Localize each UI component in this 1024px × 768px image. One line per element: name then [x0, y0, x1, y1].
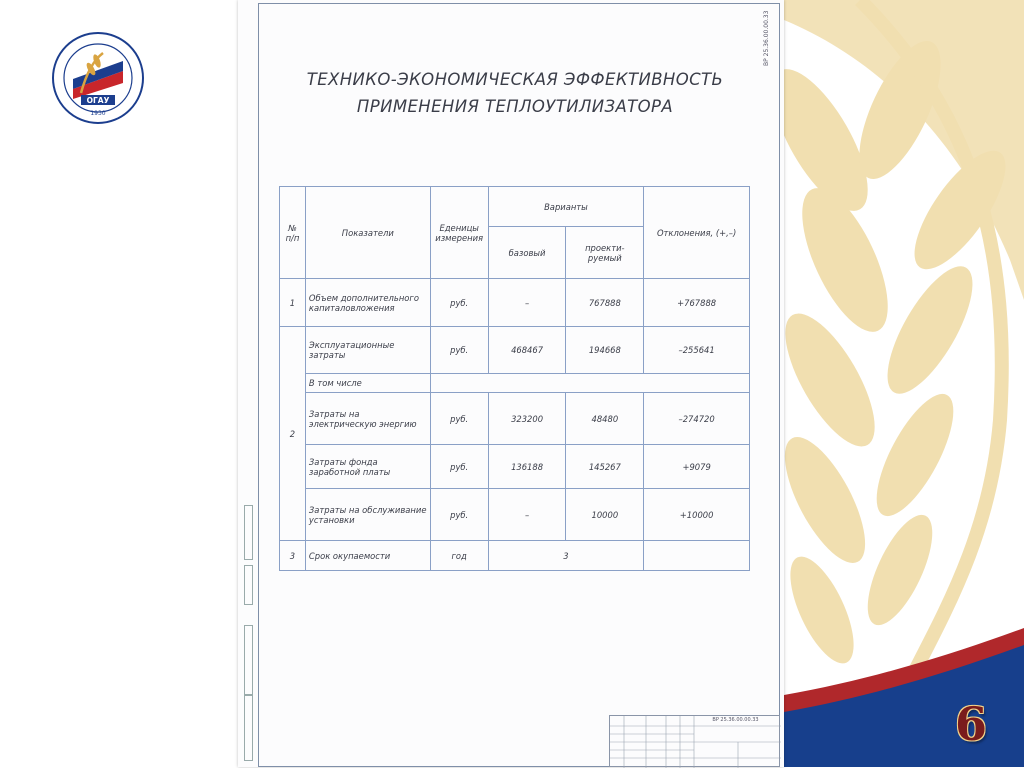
row1-name: Объем дополнительного капиталовложения	[305, 279, 430, 327]
table-row	[280, 374, 750, 393]
table-row	[280, 541, 750, 571]
row2-proj: 194668	[566, 327, 644, 374]
efficiency-table	[279, 186, 750, 571]
header-indicators: Показатели	[305, 187, 430, 279]
row2-name: Эксплуатационные затраты	[305, 327, 430, 374]
row2-base: 468467	[488, 327, 566, 374]
row2c-unit: руб.	[430, 489, 488, 541]
row3-value: 3	[488, 541, 644, 571]
page-number: 6	[955, 697, 988, 751]
row2-dev: –255641	[644, 327, 750, 374]
document-title-line1: ТЕХНИКО-ЭКОНОМИЧЕСКАЯ ЭФФЕКТИВНОСТЬ	[306, 70, 724, 89]
row2a-dev: –274720	[644, 393, 750, 445]
row3-unit: год	[430, 541, 488, 571]
row2c-proj: 10000	[566, 489, 644, 541]
row2a-name: Затраты на электрическую энергию	[305, 393, 430, 445]
row2a-base: 323200	[488, 393, 566, 445]
table-row	[280, 445, 750, 489]
header-variants: Варианты	[488, 187, 644, 227]
logo-year: 1930	[90, 110, 106, 117]
table-row	[280, 393, 750, 445]
row2b-base: 136188	[488, 445, 566, 489]
row1-unit: руб.	[430, 279, 488, 327]
title-block-code: ВР 25.36.00.00.33	[712, 717, 759, 723]
row2b-dev: +9079	[644, 445, 750, 489]
logo-abbreviation: ОГАУ	[86, 96, 110, 105]
row2a-unit: руб.	[430, 393, 488, 445]
row3-num: 3	[280, 541, 306, 571]
table-row	[280, 279, 750, 327]
row2c-name: Затраты на обслуживание установки	[305, 489, 430, 541]
row2b-name: Затраты фонда заработной платы	[305, 445, 430, 489]
row2-including-empty	[430, 374, 749, 393]
header-deviation: Отклонения, (+,–)	[644, 187, 750, 279]
header-num: № п/п	[280, 187, 306, 279]
table-row	[280, 489, 750, 541]
header-projected: проекти-руемый	[566, 227, 644, 279]
row2b-proj: 145267	[566, 445, 644, 489]
table-header-row	[280, 187, 750, 227]
row1-proj: 767888	[566, 279, 644, 327]
row1-base: –	[488, 279, 566, 327]
row2-including-label: В том числе	[305, 374, 430, 393]
row3-dev-empty	[644, 541, 750, 571]
row2a-proj: 48480	[566, 393, 644, 445]
sheet-side-strip	[240, 495, 256, 765]
table-row	[280, 327, 750, 374]
row2c-base: –	[488, 489, 566, 541]
header-base: базовый	[488, 227, 566, 279]
row2c-dev: +10000	[644, 489, 750, 541]
document-code-vertical: ВР 25.36.00.00.33	[763, 10, 770, 66]
row2-num: 2	[280, 327, 306, 541]
row2b-unit: руб.	[430, 445, 488, 489]
row3-name: Срок окупаемости	[305, 541, 430, 571]
row1-num: 1	[280, 279, 306, 327]
row1-dev: +767888	[644, 279, 750, 327]
document-title-line2: ПРИМЕНЕНИЯ ТЕПЛОУТИЛИЗАТОРА	[356, 97, 674, 116]
row2-unit: руб.	[430, 327, 488, 374]
header-units: Еденицы измерения	[430, 187, 488, 279]
